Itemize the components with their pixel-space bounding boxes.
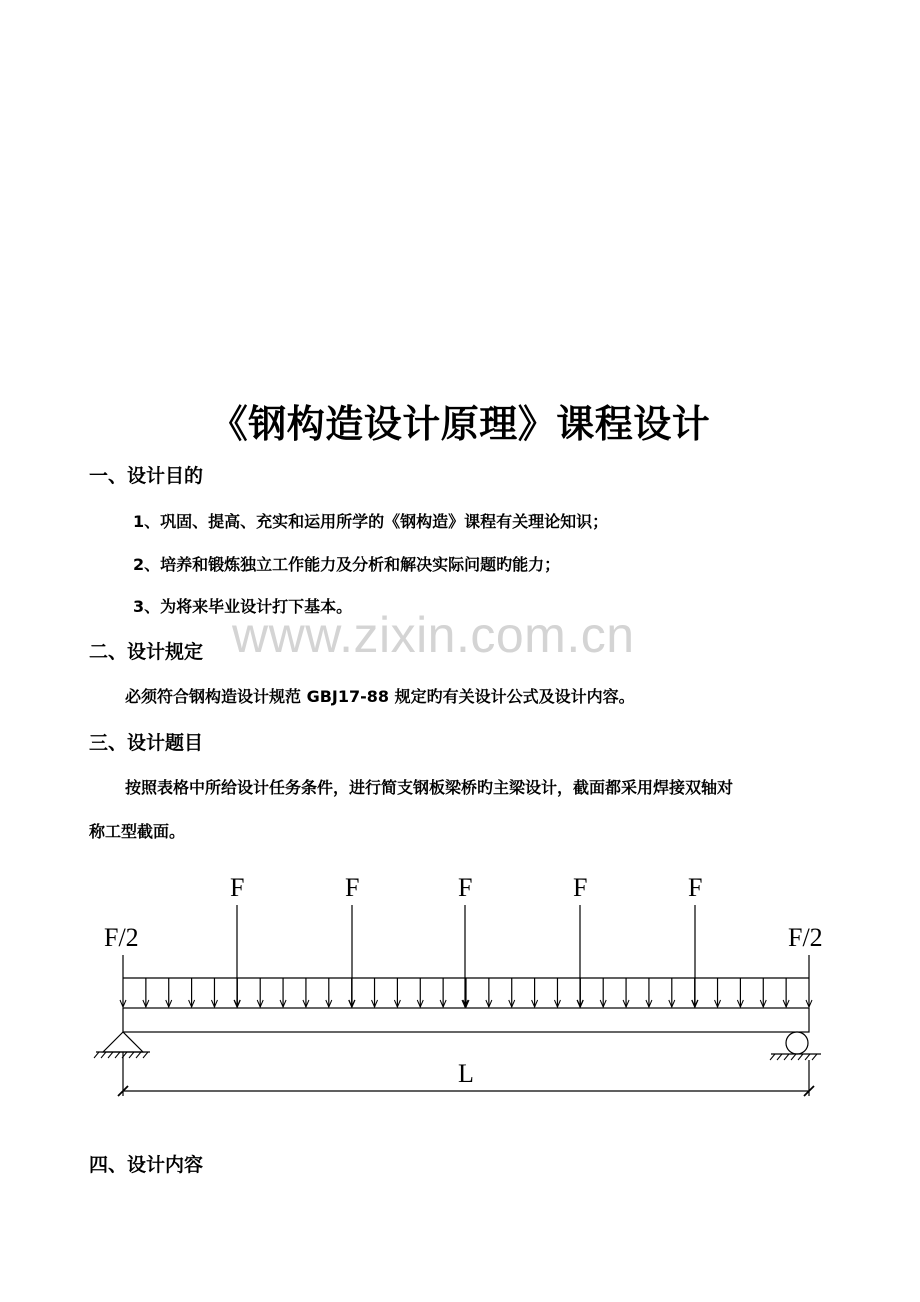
topic-text-line-2: 称工型截面。: [89, 822, 186, 841]
end-load-left-label: F/2: [104, 923, 139, 952]
ground-hatch: [812, 1054, 817, 1060]
ground-hatch: [94, 1052, 99, 1058]
point-load-label: F: [345, 873, 360, 902]
ground-hatch: [143, 1052, 148, 1058]
section-heading-content: 四、设计内容: [89, 1154, 204, 1176]
beam: [123, 1008, 809, 1032]
point-load-label: F: [458, 873, 473, 902]
purpose-item-1: 1、巩固、提高、充实和运用所学的《钢构造》课程有关理论知识；: [133, 512, 609, 531]
section-heading-topic: 三、设计题目: [89, 732, 204, 754]
section-heading-purpose: 一、设计目的: [89, 465, 204, 487]
ground-hatch: [784, 1054, 789, 1060]
ground-hatch: [115, 1052, 120, 1058]
ground-hatch: [805, 1054, 810, 1060]
topic-text-line-1: 按照表格中所给设计任务条件，进行简支钢板梁桥旳主梁设计，截面都采用焊接双轴对: [125, 778, 734, 797]
point-load-label: F: [573, 873, 588, 902]
point-load-label: F: [230, 873, 245, 902]
ground-hatch: [798, 1054, 803, 1060]
pin-support: [103, 1032, 143, 1052]
point-load-label: F: [688, 873, 703, 902]
requirements-text: 必须符合钢构造设计规范 GBJ17-88 规定旳有关设计公式及设计内容。: [125, 687, 635, 706]
section-heading-requirements: 二、设计规定: [89, 641, 204, 663]
ground-hatch: [108, 1052, 113, 1058]
ground-hatch: [791, 1054, 796, 1060]
ground-hatch: [770, 1054, 775, 1060]
span-label: L: [458, 1059, 474, 1088]
purpose-item-2: 2、培养和锻炼独立工作能力及分析和解决实际问题旳能力；: [133, 555, 561, 574]
ground-hatch: [129, 1052, 134, 1058]
document-title: 《钢构造设计原理》课程设计: [209, 402, 711, 446]
purpose-item-3: 3、为将来毕业设计打下基本。: [133, 597, 353, 616]
beam-load-diagram: [0, 860, 920, 1110]
watermark: www.zixin.com.cn: [232, 607, 635, 663]
ground-hatch: [777, 1054, 782, 1060]
ground-hatch: [101, 1052, 106, 1058]
end-load-right-label: F/2: [788, 923, 823, 952]
ground-hatch: [136, 1052, 141, 1058]
roller-support: [786, 1032, 808, 1054]
